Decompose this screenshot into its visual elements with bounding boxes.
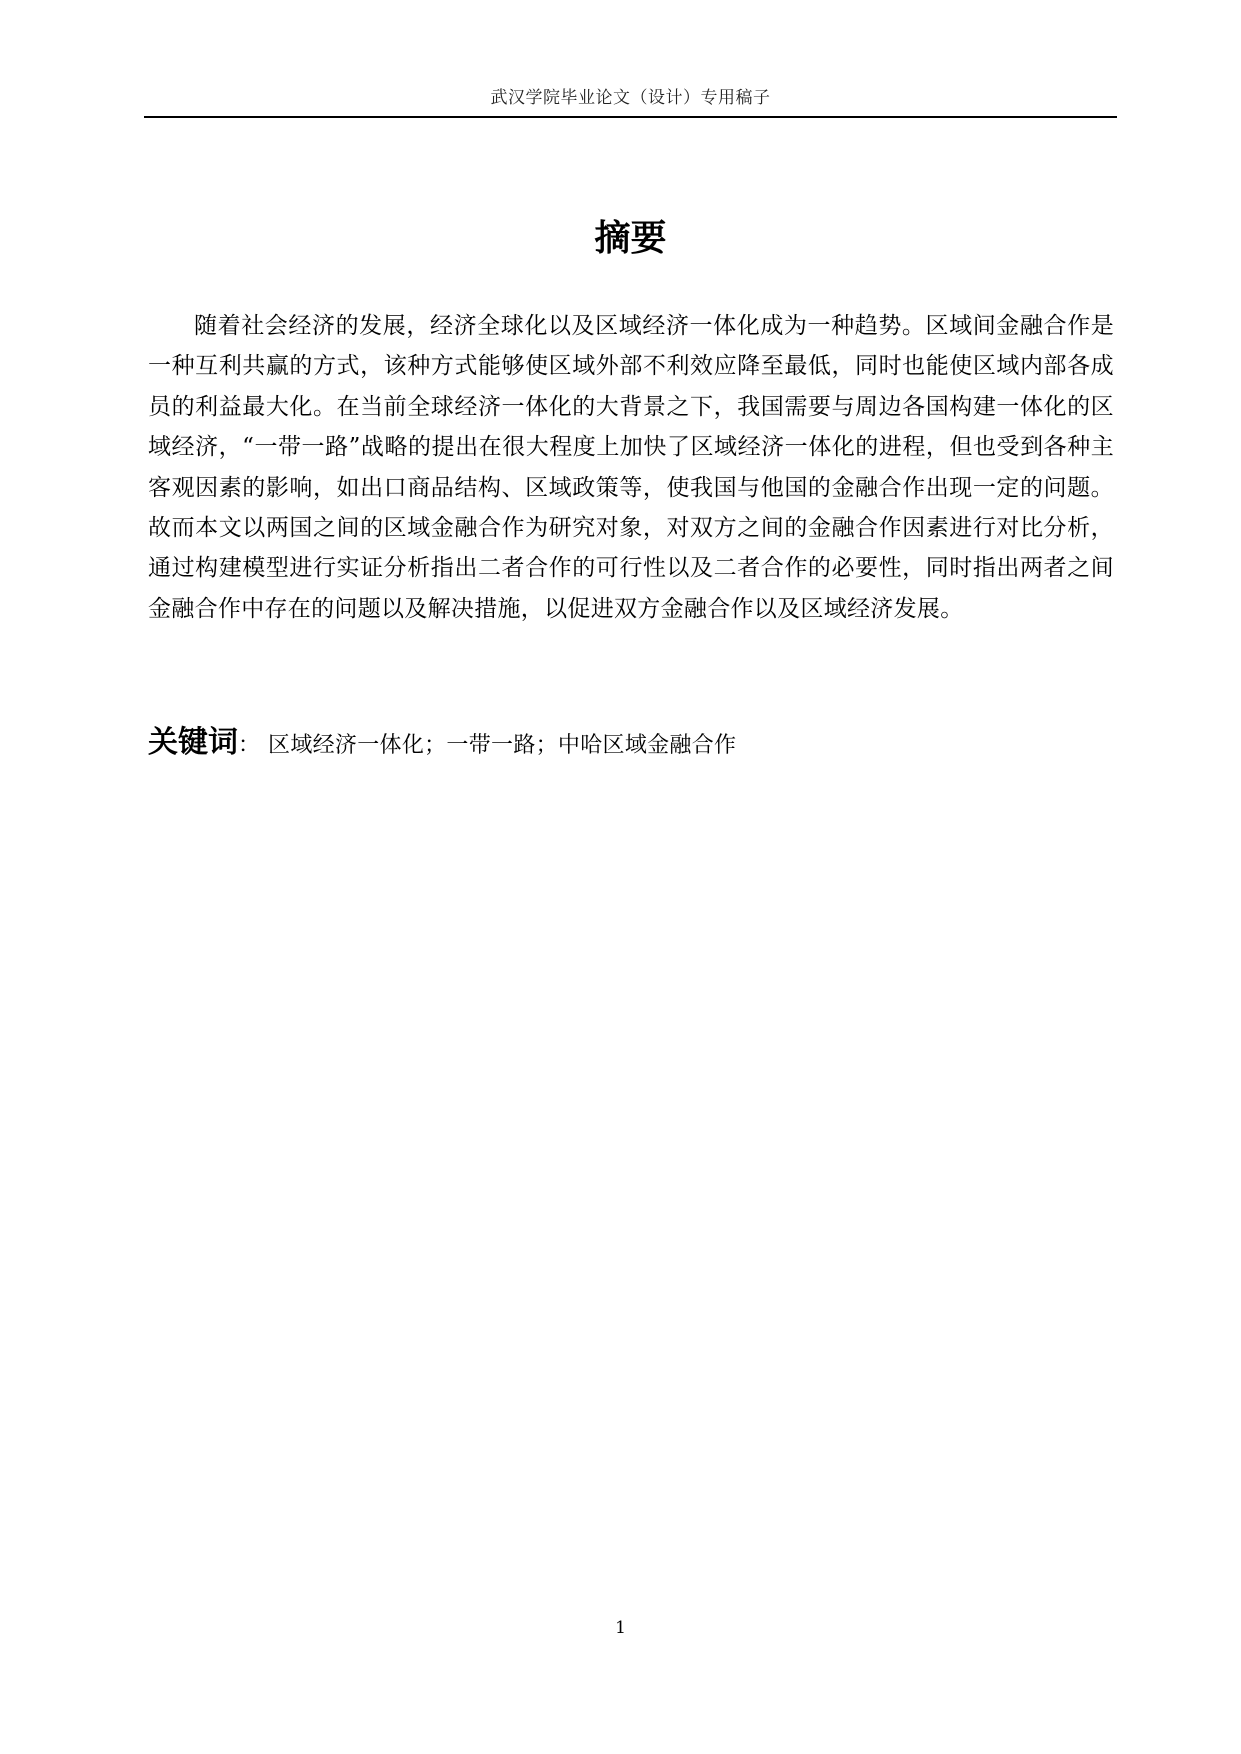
page-header xyxy=(144,84,1117,118)
keywords-values: 区域经济一体化；一带一路；中哈区域金融合作 xyxy=(268,733,737,758)
page-number: 1 xyxy=(615,1618,626,1638)
abstract-paragraph: 随着社会经济的发展，经济全球化以及区域经济一体化成为一种趋势。区域间金融合作是一种互利共赢的方式，该种方式能够使区域外部不利效应降至最低，同时也能使区域内部各成员的利益最大化。在当前全球经济一体化的大背景之下，我国需要与周边各国构建一体化的区域经济，“一带一路”战略的提出在很大程度上加快了区域经济一体化的进程，但也受到各种主客观因素的影响，如出口商品结构、区域政策等，使我国与他国的金融合作出现一定的问题。故而本文以两国之间的区域金融合作为研究对象，对双方之间的金融合作因素进行对比分析，通过构建模型进行实证分析指出二者合作的可行性以及二者合作的必要性，同时指出两者之间金融合作中存在的问题以及解决措施，以促进双方金融合作以及区域经济发展。 xyxy=(148,313,1114,622)
header-text: 武汉学院毕业论文（设计）专用稿子 xyxy=(490,88,771,108)
keywords-label: 关键词 xyxy=(148,725,238,760)
keywords-colon: ： xyxy=(238,733,261,758)
keywords-line xyxy=(148,720,1114,766)
page-title: 摘要 xyxy=(594,218,667,259)
